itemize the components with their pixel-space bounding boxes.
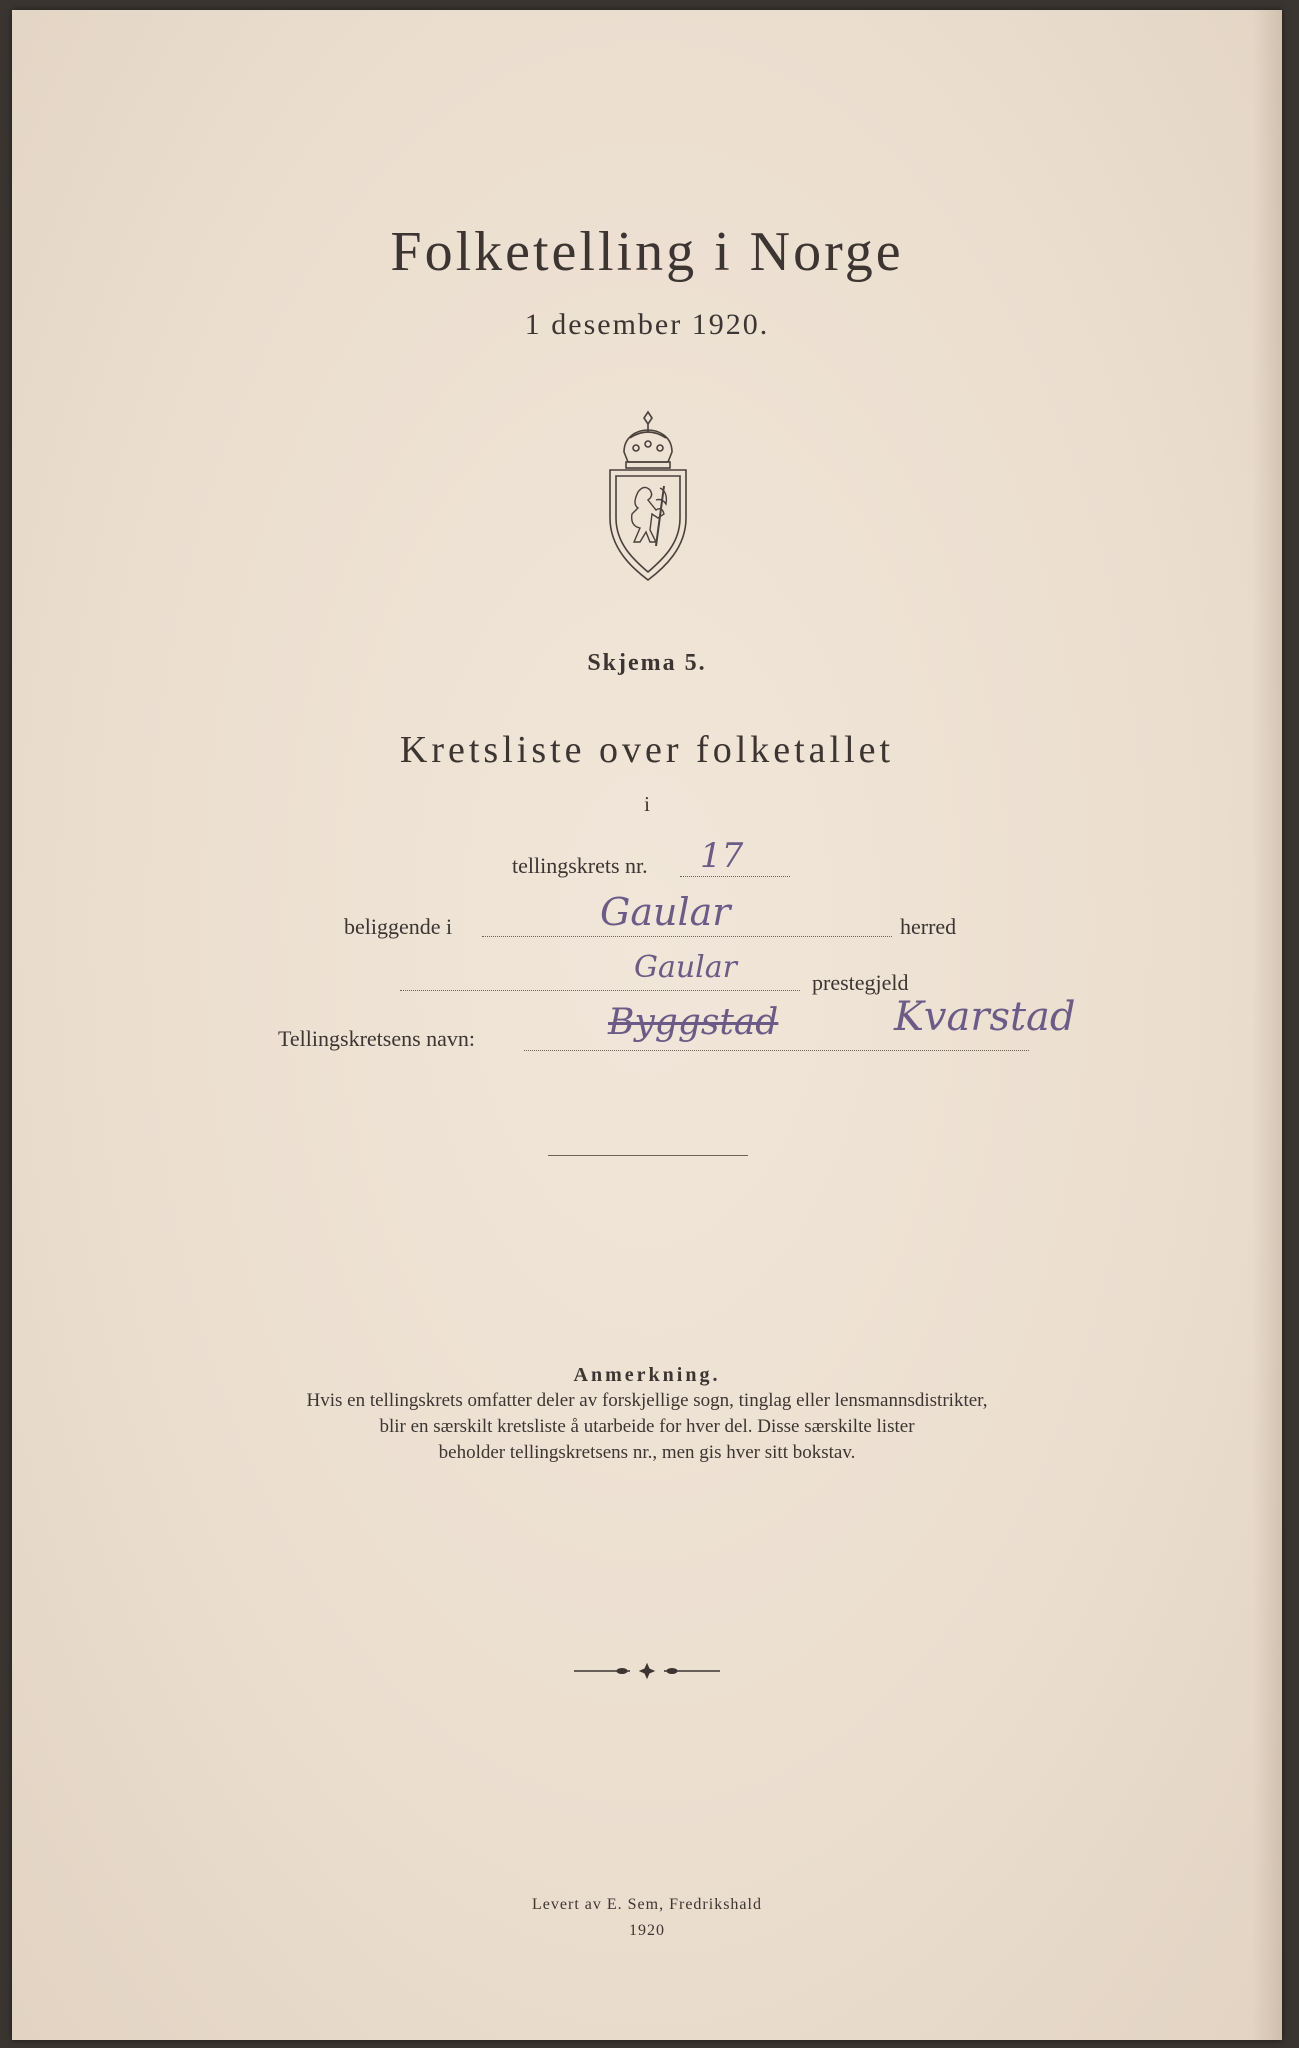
district-name-value: Kvarstad (894, 994, 1076, 1040)
located-value: Gaular (600, 890, 731, 934)
print-year: 1920 (629, 1922, 665, 1939)
located-line (482, 936, 892, 937)
district-number-value: 17 (700, 836, 744, 876)
separator-rule (548, 1155, 748, 1156)
herred-label: herred (900, 914, 957, 939)
printer-credit: Levert av E. Sem, Fredrikshald (532, 1896, 762, 1913)
preposition: i (644, 792, 650, 816)
note-title: Anmerkning. (573, 1364, 721, 1386)
district-name-line (524, 1050, 1029, 1051)
note-line-1: Hvis en tellingskrets omfatter deler av forskjellige sogn, tinglag eller lensmannsdistrikter, (306, 1390, 988, 1411)
document-title: Folketelling i Norge (390, 221, 904, 283)
district-number-line (680, 876, 790, 877)
parish-value: Gaular (634, 950, 737, 985)
schema-label: Skjema 5. (587, 650, 707, 676)
district-name-struck: Byggstad (608, 1002, 779, 1043)
note-line-3: beholder tellingskretsens nr., men gis hver sitt bokstav. (438, 1442, 856, 1463)
parish-line (400, 990, 800, 991)
located-label: beliggende i (344, 914, 453, 939)
parish-label: prestegjeld (812, 970, 909, 995)
note-line-2: blir en særskilt kretsliste å utarbeide for hver del. Disse særskilte lister (379, 1416, 915, 1437)
census-date: 1 desember 1920. (524, 308, 770, 341)
census-form-page (12, 10, 1282, 2040)
coat-of-arms-icon (604, 408, 692, 584)
ornamental-divider-icon (572, 1662, 722, 1680)
district-number-label: tellingskrets nr. (512, 853, 648, 878)
form-heading: Kretsliste over folketallet (399, 729, 895, 771)
district-name-label: Tellingskretsens navn: (278, 1026, 476, 1051)
